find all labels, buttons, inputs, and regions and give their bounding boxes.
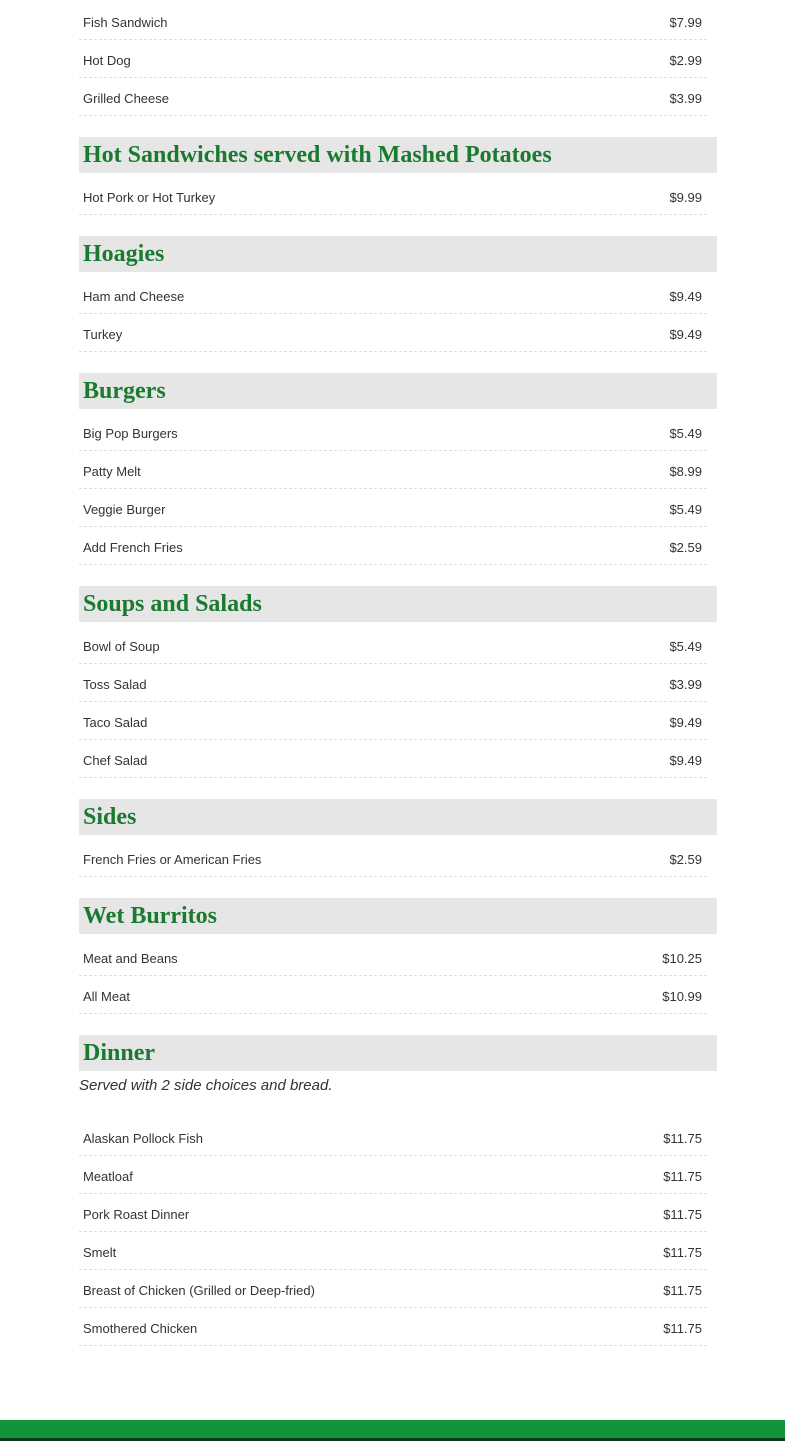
section-heading: Burgers [79, 373, 717, 409]
item-price: $11.75 [663, 1283, 702, 1298]
item-name: Fish Sandwich [83, 15, 168, 30]
item-name: Meat and Beans [83, 951, 178, 966]
menu-item [79, 664, 707, 702]
item-name: Chef Salad [83, 753, 148, 768]
item-price: $3.99 [669, 91, 702, 106]
item-name: French Fries or American Fries [83, 852, 262, 867]
item-name: Alaskan Pollock Fish [83, 1131, 203, 1146]
item-price: $11.75 [663, 1321, 702, 1336]
item-price: $9.49 [669, 715, 702, 730]
item-price: $10.99 [662, 989, 702, 1004]
section-heading: Dinner [79, 1035, 717, 1071]
menu-item [79, 413, 707, 451]
menu-item [79, 451, 707, 489]
item-price: $5.49 [669, 639, 702, 654]
item-name: Patty Melt [83, 464, 141, 479]
item-price: $9.99 [669, 190, 702, 205]
item-name: Taco Salad [83, 715, 148, 730]
menu-item [79, 938, 707, 976]
item-price: $11.75 [663, 1245, 702, 1260]
menu-item [79, 1194, 707, 1232]
item-price: $7.99 [669, 15, 702, 30]
item-price: $9.49 [669, 753, 702, 768]
menu-item [79, 1270, 707, 1308]
item-price: $3.99 [669, 677, 702, 692]
menu-item [79, 489, 707, 527]
item-price: $10.25 [662, 951, 702, 966]
item-price: $5.49 [669, 426, 702, 441]
item-name: Toss Salad [83, 677, 147, 692]
item-price: $11.75 [663, 1131, 702, 1146]
section-note: Served with 2 side choices and bread. [79, 1077, 333, 1094]
section-heading: Soups and Salads [79, 586, 717, 622]
menu-item [79, 527, 707, 565]
menu-item [79, 702, 707, 740]
item-name: Ham and Cheese [83, 289, 185, 304]
item-price: $9.49 [669, 327, 702, 342]
menu-item [79, 40, 707, 78]
menu-item [79, 1156, 707, 1194]
item-name: Add French Fries [83, 540, 183, 555]
item-price: $2.99 [669, 53, 702, 68]
menu-item [79, 1118, 707, 1156]
menu-item [79, 626, 707, 664]
item-name: Bowl of Soup [83, 639, 160, 654]
item-name: Turkey [83, 327, 123, 342]
item-price: $2.59 [669, 852, 702, 867]
section-heading: Hoagies [79, 236, 717, 272]
item-price: $2.59 [669, 540, 702, 555]
item-name: Big Pop Burgers [83, 426, 178, 441]
item-name: Pork Roast Dinner [83, 1207, 190, 1222]
item-price: $8.99 [669, 464, 702, 479]
menu-item [79, 177, 707, 215]
menu-item [79, 976, 707, 1014]
item-name: Veggie Burger [83, 502, 166, 517]
item-price: $5.49 [669, 502, 702, 517]
section-heading: Sides [79, 799, 717, 835]
menu-item [79, 2, 707, 40]
menu-item [79, 276, 707, 314]
item-name: Meatloaf [83, 1169, 133, 1184]
menu-item [79, 78, 707, 116]
menu-item [79, 1232, 707, 1270]
item-name: Breast of Chicken (Grilled or Deep-fried) [83, 1283, 315, 1298]
item-name: Smothered Chicken [83, 1321, 198, 1336]
item-name: Grilled Cheese [83, 91, 169, 106]
menu-item [79, 839, 707, 877]
menu-item [79, 740, 707, 778]
item-name: All Meat [83, 989, 130, 1004]
item-name: Hot Pork or Hot Turkey [83, 190, 216, 205]
section-heading: Hot Sandwiches served with Mashed Potatoes [79, 137, 717, 173]
menu-item [79, 314, 707, 352]
item-name: Smelt [83, 1245, 117, 1260]
item-price: $11.75 [663, 1169, 702, 1184]
item-price: $11.75 [663, 1207, 702, 1222]
item-price: $9.49 [669, 289, 702, 304]
menu-item [79, 1308, 707, 1346]
item-name: Hot Dog [83, 53, 131, 68]
section-heading: Wet Burritos [79, 898, 717, 934]
